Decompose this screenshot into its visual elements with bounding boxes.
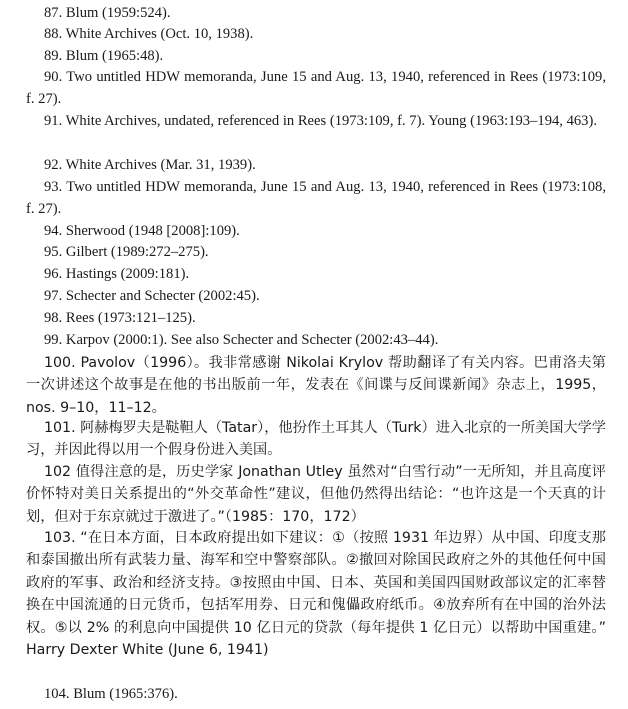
footnote-text: White Archives, undated, referenced in Rees (1973:109, f. 7). Young (1963:193–194, 463). xyxy=(65,113,597,129)
footnote-text: Gilbert (1989:272–275). xyxy=(65,244,209,260)
footnote-text: Blum (1959:524). xyxy=(65,5,171,21)
footnote-number: 97. xyxy=(44,288,63,304)
footnote-number: 89. xyxy=(44,48,63,64)
footnote-100 xyxy=(26,352,606,419)
footnote-number: 94. xyxy=(44,223,63,239)
footnote-text: “在日本方面，日本政府提出如下建议：①（按照 1931 年边界）从中国、印度支那和泰国撤出所有武装力量、海军和空中警察部队。②撤回对除国民政府之外的其他任何中国政府的军事、政治和经济支持。③按照由中国、日本、英国和美国四国财政部议定的汇率替换在中国流通的日元货币，包括军用券、日元和傀儡政府纸币。④放弃所有在中国的治外法权。⑤以 2% 的利息向中国提供 10 亿日元的贷款（每年提供 1 亿日元）以帮助中国重建。” Harry Dexter White (June 6, 1941) xyxy=(26,530,606,659)
footnote-text: Two untitled HDW memoranda, June 15 and Aug. 13, 1940, referenced in Rees (1973:109, f. 27). xyxy=(26,69,607,107)
footnote-text: Two untitled HDW memoranda, June 15 and Aug. 13, 1940, referenced in Rees (1973:108, f. 27). xyxy=(26,179,607,217)
footnote-102 xyxy=(26,461,606,528)
footnote-text: Sherwood (1948 [2008]:109). xyxy=(65,223,240,239)
footnote-number: 96. xyxy=(44,266,63,282)
footnote-number: 95. xyxy=(44,244,63,260)
footnote-text: Schecter and Schecter (2002:45). xyxy=(65,288,260,304)
footnote-90 xyxy=(26,67,606,110)
footnote-number: 98. xyxy=(44,310,63,326)
footnote-number: 100. xyxy=(44,355,76,371)
footnote-text: White Archives (Oct. 10, 1938). xyxy=(65,26,254,42)
footnote-97 xyxy=(26,286,606,308)
footnote-92 xyxy=(26,155,606,177)
footnote-number: 102 xyxy=(44,464,72,480)
footnote-number: 101. xyxy=(44,420,76,436)
footnote-96 xyxy=(26,264,606,286)
footnote-95 xyxy=(26,242,606,264)
footnote-number: 104. xyxy=(44,686,70,702)
footnote-99 xyxy=(26,330,606,352)
footnote-94 xyxy=(26,221,606,243)
footnote-number: 99. xyxy=(44,332,63,348)
footnote-103 xyxy=(26,527,606,661)
footnote-text: Karpov (2000:1). See also Schecter and Schecter (2002:43–44). xyxy=(65,332,439,348)
footnote-87 xyxy=(26,3,606,25)
footnote-89 xyxy=(26,46,606,68)
footnote-text: Blum (1965:48). xyxy=(65,48,164,64)
footnote-98 xyxy=(26,308,606,330)
footnote-number: 91. xyxy=(44,113,63,129)
footnote-text: Hastings (2009:181). xyxy=(65,266,190,282)
footnote-text: Pavolov（1996）。我非常感谢 Nikolai Krylov 帮助翻译了有关内容。巴甫洛夫第一次讲述这个故事是在他的书出版前一年，发表在《间谍与反间谍新闻》杂志上，1995，nos. 9–10，11–12。 xyxy=(26,355,606,416)
footnote-number: 93. xyxy=(44,179,63,195)
footnote-101 xyxy=(26,417,606,462)
footnote-104 xyxy=(26,684,606,706)
footnote-88 xyxy=(26,24,606,46)
footnote-number: 103. xyxy=(44,530,76,546)
footnote-text: Blum (1965:376). xyxy=(73,686,178,702)
footnote-number: 87. xyxy=(44,5,63,21)
footnote-text: 阿赫梅罗夫是鞑靼人（Tatar），他扮作土耳其人（Turk）进入北京的一所美国大学学习，并因此得以用一个假身份进入美国。 xyxy=(26,420,606,459)
footnote-number: 92. xyxy=(44,157,63,173)
footnote-text: Rees (1973:121–125). xyxy=(65,310,196,326)
footnote-text: 值得注意的是，历史学家 Jonathan Utley 虽然对“白雪行动”一无所知，并且高度评价怀特对美日关系提出的“外交革命性”建议，但他仍然得出结论：“也许这是一个天真的计划，但对于东京就过于激进了。”（1985：170，172） xyxy=(26,464,606,525)
footnote-91 xyxy=(26,111,606,133)
footnote-number: 90. xyxy=(44,69,63,85)
footnote-number: 88. xyxy=(44,26,63,42)
footnote-93 xyxy=(26,177,606,220)
footnote-text: White Archives (Mar. 31, 1939). xyxy=(65,157,256,173)
